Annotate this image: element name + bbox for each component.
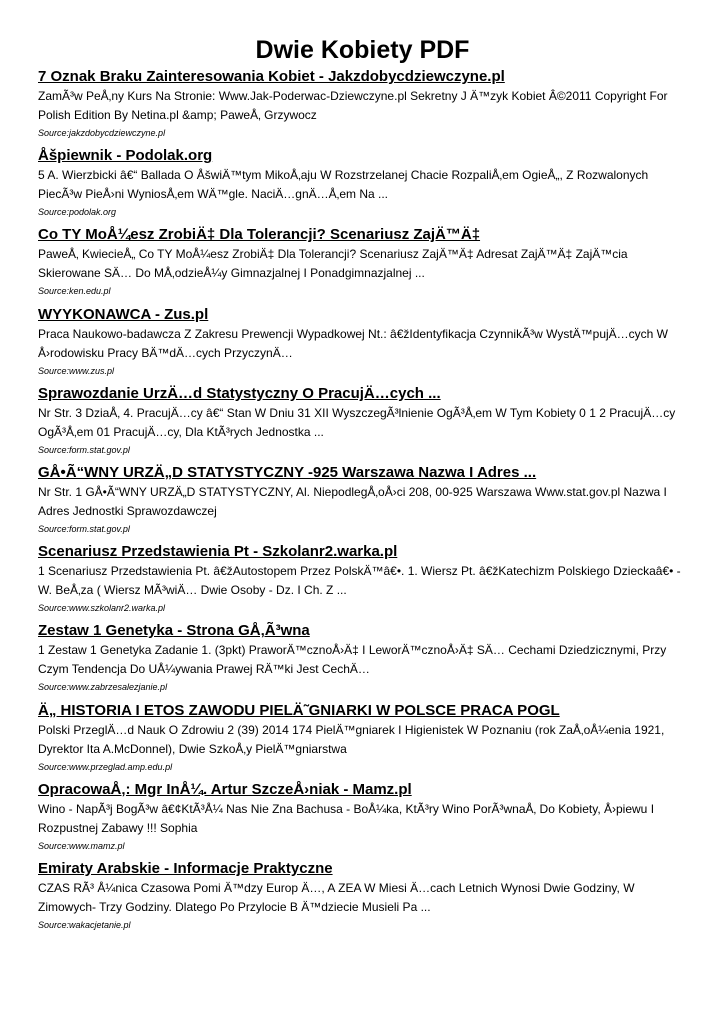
result-source: Source:www.zus.pl [38,365,115,376]
result-source: Source:www.zabrzesalezjanie.pl [38,682,168,693]
result-title-link[interactable]: GÅ•Ã“WNY URZÄ„D STATYSTYCZNY -925 Warszawa Nazwa I Adres ... [38,463,537,481]
result-source: Source:wakacjetanie.pl [38,919,131,930]
result-snippet: 1 Scenariusz Przedstawienia Pt. â€žAutostopem Przez PolskÄ™â€•. 1. Wiersz Pt. â€žKatechizm Polskiego Dzieckaâ€• - W. BeÅ‚za ( Wiersz MÃ³wiÄ… Dwie Osoby - Dz. I Ch. Z ... [38,564,681,598]
result-title-link[interactable]: Zestaw 1 Genetyka - Strona GÅ‚Ã³wna [38,622,310,640]
result-snippet: Praca Naukowo-badawcza Z Zakresu Prewencji Wypadkowej Nt.: â€žIdentyfikacja CzynnikÃ³w WystÄ™pujÄ…cych W Å›rodowisku Pracy BÄ™dÄ…cych PrzyczynÄ… [38,326,669,360]
result-source: Source:ken.edu.pl [38,286,111,297]
result-source: Source:www.szkolanr2.warka.pl [38,603,166,614]
result-title-link[interactable]: Co TY MoÅ¼esz ZrobiÄ‡ Dla Tolerancji? Scenariusz ZajÄ™Ä‡ [38,226,481,244]
result-entry [38,226,688,305]
result-title-link[interactable]: WYYKONAWCA - Zus.pl [38,305,209,323]
result-entry [38,702,688,781]
result-source: Source:www.mamz.pl [38,840,125,851]
result-snippet: Wino - NapÃ³j BogÃ³w â€¢KtÃ³Å¼ Nas Nie Zna Bachusa - BoÅ¼ka, KtÃ³ry Wino PorÃ³wnaÅ‚ Do Kobiety, Å›piewu I Rozpustnej Zabawy !!! Sophia [38,801,655,835]
result-entry [38,781,688,860]
result-entry [38,464,688,543]
result-entry [38,543,688,622]
result-source: Source:form.stat.gov.pl [38,523,130,534]
result-title-link[interactable]: 7 Oznak Braku Zainteresowania Kobiet - Jakzdobycdziewczyne.pl [38,68,505,85]
result-snippet: CZAS RÃ³ Å¼nica Czasowa Pomi Ä™dzy Europ Ä…, A ZEA W Miesi Ä…cach Letnich Wynosi Dwie Godziny, W Zimowych- Trzy Godziny. Dlatego Po Przylocie B Ä™dziecie Musieli Pa ... [38,880,635,914]
result-title-link[interactable]: Ä„ HISTORIA I ETOS ZAWODU PIELÄ˜GNIARKI W POLSCE PRACA POGL [38,701,560,719]
result-source: Source:www.przeglad.amp.edu.pl [38,761,173,772]
result-title-link[interactable]: Sprawozdanie UrzÄ…d Statystyczny O PracujÄ…cych ... [38,384,441,402]
result-snippet: Polski PrzeglÄ…d Nauk O Zdrowiu 2 (39) 2014 174 PielÄ™gniarek I Higienistek W Poznaniu (rok ZaÅ‚oÅ¼enia 1921, Dyrektor Ita A.McDonnel), Dwie SzkoÅ‚y PielÄ™gniarstwa [38,722,665,756]
result-title-link[interactable]: OpracowaÅ‚: Mgr InÅ¼. Artur SzczeÅ›niak - Mamz.pl [38,780,412,798]
result-snippet: 1 Zestaw 1 Genetyka Zadanie 1. (3pkt) PraworÄ™cznoÅ›Ä‡ I LeworÄ™cznoÅ›Ä‡ SÄ… Cechami Dziedzicznymi, Przy Czym Tendencja Do UÅ¼ywania Prawej RÄ™ki Jest CechÄ… [38,643,667,677]
result-source: Source:podolak.org [38,207,117,218]
result-source: Source:form.stat.gov.pl [38,444,130,455]
result-snippet: ZamÃ³w PeÅ‚ny Kurs Na Stronie: Www.Jak-Poderwac-Dziewczyne.pl Sekretny J Ä™zyk Kobiet Â©2011 Copyright For Polish Edition By Netina.pl &amp; PaweÅ‚ Grzywocz [38,89,668,122]
result-snippet: 5 A. Wierzbicki â€“ Ballada O ÅšwiÄ™tym MikoÅ‚aju W Rozstrzelanej Chacie RozpaliÅ‚em OgieÅ„, Z Rozwalonych PiecÃ³w PieÅ›ni WyniosÅ‚em WÄ™gle. NaciÄ…gnÄ…Å‚em Na ... [38,168,649,202]
result-entry [38,147,688,226]
result-title-link[interactable]: Emiraty Arabskie - Informacje Praktyczne [38,859,333,877]
result-snippet: Nr Str. 1 GÅ•Ã“WNY URZÄ„D STATYSTYCZNY, Al. NiepodlegÅ‚oÅ›ci 208, 00-925 Warszawa Www.stat.gov.pl Nazwa I Adres Jednostki Sprawozdawczej [38,484,667,518]
result-source: Source:jakzdobycdziewczyne.pl [38,128,166,138]
result-title-link[interactable]: Åšpiewnik - Podolak.org [38,147,213,165]
result-snippet: PaweÅ‚ KwiecieÅ„ Co TY MoÅ¼esz ZrobiÄ‡ Dla Tolerancji? Scenariusz ZajÄ™Ä‡ Adresat ZajÄ™Ä‡ ZajÄ™cia Skierowane SÄ… Do MÅ‚odzieÅ¼y Gimnazjalnej I Ponadgimnazjalnej ... [38,247,628,281]
result-entry [38,306,688,385]
result-entry [38,860,688,939]
result-entry [38,622,688,701]
result-entry [38,385,688,464]
results-list [38,68,688,939]
result-entry [38,68,688,147]
result-snippet: Nr Str. 3 DziaÅ‚ 4. PracujÄ…cy â€“ Stan W Dniu 31 XII WyszczegÃ³lnienie OgÃ³Å‚em W Tym Kobiety 0 1 2 PracujÄ…cy OgÃ³Å‚em 01 PracujÄ…cy, Dla KtÃ³rych Jednostka ... [38,405,676,439]
page-title: Dwie Kobiety PDF [255,36,470,64]
result-title-link[interactable]: Scenariusz Przedstawienia Pt - Szkolanr2.warka.pl [38,543,398,561]
